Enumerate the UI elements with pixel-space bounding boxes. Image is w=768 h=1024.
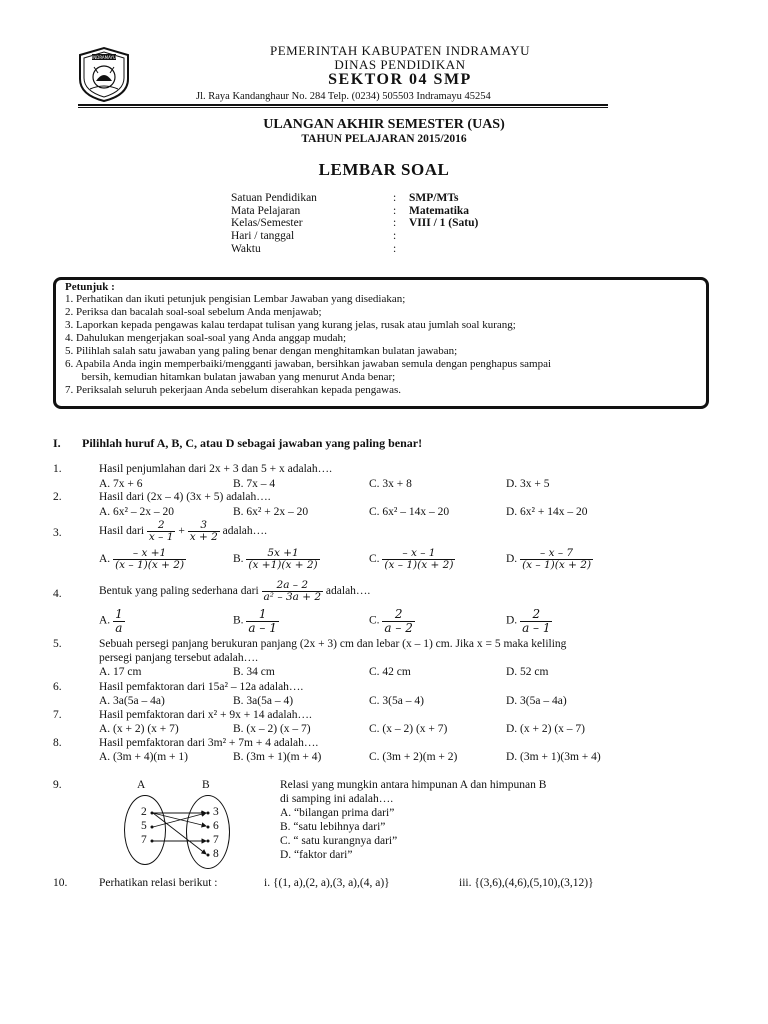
plus-sign: +	[178, 525, 185, 538]
fraction-denominator: a	[115, 620, 123, 635]
question-text: Hasil pemfaktoran dari x² + 9x + 14 adalah….	[99, 709, 312, 721]
option-b: B. (3m + 1)(m + 4)	[233, 751, 322, 763]
option-c: C. (3m + 2)(m + 2)	[369, 751, 458, 763]
fraction-denominator: x + 2	[189, 531, 218, 544]
question-text: Hasil pemfaktoran dari 15a² – 12a adalah….	[99, 681, 304, 693]
option-d: D. 3x + 5	[506, 478, 550, 490]
option-letter: B.	[233, 614, 244, 627]
fraction	[147, 520, 176, 543]
option-letter: C.	[369, 614, 380, 627]
header-rule	[78, 104, 608, 106]
set-a-item: 5	[141, 820, 147, 832]
header-line2: DINAS PENDIDIKAN	[334, 57, 466, 72]
option-b: B. 3a(5a – 4)	[233, 695, 294, 707]
option-letter: D.	[506, 614, 518, 627]
fraction	[188, 520, 220, 543]
option-a: A. 6x² – 2x – 20	[99, 506, 175, 518]
identity-label: Kelas/Semester	[231, 217, 303, 229]
question-number: 10.	[53, 877, 68, 889]
question-text: Hasil penjumlahan dari 2x + 3 dan 5 + x adalah….	[99, 463, 333, 475]
fraction-numerator: 2	[382, 608, 414, 622]
instruction-item: 1. Perhatikan dan ikuti petunjuk pengisian Lembar Jawaban yang disediakan;	[65, 293, 406, 305]
option-b: B. 34 cm	[233, 666, 275, 678]
fraction-numerator: – x – 1	[382, 548, 455, 560]
option-b: B. 6x² + 2x – 20	[233, 506, 309, 518]
fraction-denominator: (x – 1)(x + 2)	[384, 559, 454, 572]
sheet-title: LEMBAR SOAL	[318, 160, 450, 179]
set-a-label: A	[137, 779, 146, 791]
fraction-numerator: 2	[147, 520, 176, 532]
set-b-label: B	[202, 779, 210, 791]
set-b-item: 7	[213, 834, 219, 846]
question-suffix: adalah….	[325, 585, 371, 598]
option-b: B. (x – 2) (x – 7)	[233, 723, 311, 735]
question-text-cont: persegi panjang tersebut adalah….	[99, 652, 259, 664]
fraction	[246, 548, 319, 571]
option-c: C. (x – 2) (x + 7)	[369, 723, 448, 735]
fraction-numerator: 1	[115, 607, 123, 621]
identity-label: Hari / tanggal	[231, 230, 295, 242]
instructions-title: Petunjuk :	[65, 281, 115, 293]
option-c	[369, 548, 455, 571]
question-number: 1.	[53, 463, 62, 475]
option-d: D. (x + 2) (x – 7)	[506, 723, 585, 735]
option-a: A. “bilangan prima dari”	[280, 807, 395, 819]
fraction-denominator: a² – 3a + 2	[263, 591, 322, 604]
instruction-item: 5. Pilihlah salah satu jawaban yang paling benar dengan menghitamkan bulatan jawaban;	[65, 345, 458, 357]
option-a: A. (x + 2) (x + 7)	[99, 723, 179, 735]
option-d	[506, 608, 552, 634]
header-rule-thin	[78, 107, 608, 108]
fraction-numerator: 2a – 2	[262, 580, 324, 592]
option-d: D. 3(5a – 4a)	[506, 695, 567, 707]
fraction-numerator: 5x +1	[246, 548, 319, 560]
option-a	[99, 548, 186, 571]
exam-title: ULANGAN AKHIR SEMESTER (UAS)	[263, 117, 505, 132]
option-d: D. 52 cm	[506, 666, 549, 678]
option-a: A. 7x + 6	[99, 478, 143, 490]
option-d: D. “faktor dari”	[280, 849, 353, 861]
option-c: C. 42 cm	[369, 666, 411, 678]
fraction	[113, 608, 125, 634]
question-text	[99, 580, 370, 603]
option-c: C. “ satu kurangnya dari”	[280, 835, 398, 847]
option-d: D. (3m + 1)(3m + 4)	[506, 751, 601, 763]
relation-iii: iii. {(3,6),(4,6),(5,10),(3,12)}	[459, 877, 594, 889]
question-number: 8.	[53, 737, 62, 749]
question-number: 3.	[53, 527, 62, 539]
question-number: 2.	[53, 491, 62, 503]
section-heading	[53, 436, 423, 451]
exam-year: TAHUN PELAJARAN 2015/2016	[301, 133, 467, 145]
relation-i: i. {(1, a),(2, a),(3, a),(4, a)}	[264, 877, 390, 889]
fraction-denominator: x – 1	[148, 531, 174, 544]
fraction	[262, 580, 324, 603]
header-line3: SEKTOR 04 SMP	[328, 71, 472, 88]
option-d: D. 6x² + 14x – 20	[506, 506, 588, 518]
question-text: Relasi yang mungkin antara himpunan A dan himpunan B	[280, 779, 547, 791]
fraction-denominator: (x – 1)(x + 2)	[115, 559, 185, 572]
header-line1: PEMERINTAH KABUPATEN INDRAMAYU	[269, 43, 531, 58]
question-number: 9.	[53, 779, 62, 791]
fraction-numerator: 3	[188, 520, 220, 532]
question-suffix: adalah….	[222, 525, 268, 538]
option-a: A. 3a(5a – 4a)	[99, 695, 165, 707]
option-b	[233, 608, 279, 634]
identity-label: Satuan Pendidikan	[231, 192, 317, 204]
set-a-item: 2	[141, 806, 147, 818]
option-b	[233, 548, 320, 571]
option-c: C. 6x² – 14x – 20	[369, 506, 450, 518]
set-b-item: 3	[213, 806, 219, 818]
set-b-item: 6	[213, 820, 219, 832]
option-b: B. 7x – 4	[233, 478, 276, 490]
fraction-numerator: 2	[520, 608, 552, 622]
logo-text: INDRAMAYU	[92, 55, 116, 60]
instruction-item: 2. Periksa dan bacalah soal-soal sebelum Anda menjawab;	[65, 306, 322, 318]
fraction-numerator: – x +1	[113, 548, 186, 560]
question-text	[99, 520, 267, 543]
question-text: Sebuah persegi panjang berukuran panjang (2x + 3) cm dan lebar (x – 1) cm. Jika x = 5 maka keliling	[99, 638, 567, 650]
section-number: I.	[53, 436, 61, 450]
instruction-item: 6. Apabila Anda ingin memperbaiki/mengganti jawaban, bersihkan jawaban semula dengan penghapus sampai	[65, 358, 552, 370]
instruction-item: bersih, kemudian hitamkan bulatan jawaban yang menurut Anda benar;	[65, 371, 396, 383]
fraction	[113, 548, 186, 571]
fraction-denominator: (x – 1)(x + 2)	[522, 559, 592, 572]
option-a: A. 17 cm	[99, 666, 142, 678]
question-text: Hasil pemfaktoran dari 3m² + 7m + 4 adalah….	[99, 737, 319, 749]
question-number: 7.	[53, 709, 62, 721]
fraction	[382, 608, 414, 634]
fraction-denominator: (x +1)(x + 2)	[248, 559, 318, 572]
fraction	[382, 548, 455, 571]
fraction-numerator: – x – 7	[520, 548, 593, 560]
identity-value: VIII / 1 (Satu)	[409, 217, 479, 229]
question-text-cont: di samping ini adalah….	[280, 793, 394, 805]
option-d	[506, 548, 593, 571]
option-letter: A.	[99, 553, 111, 566]
relation-arrows	[120, 795, 230, 865]
option-c	[369, 608, 415, 634]
option-letter: B.	[233, 553, 244, 566]
option-c: C. 3x + 8	[369, 478, 412, 490]
option-c: C. 3(5a – 4)	[369, 695, 424, 707]
set-a-item: 7	[141, 834, 147, 846]
question-prefix: Hasil dari	[99, 525, 145, 538]
question-text: Perhatikan relasi berikut :	[99, 877, 218, 889]
fraction-denominator: a – 1	[248, 620, 277, 635]
identity-label: Waktu	[231, 243, 261, 255]
question-prefix: Bentuk yang paling sederhana dari	[99, 585, 259, 598]
option-b: B. “satu lebihnya dari”	[280, 821, 386, 833]
identity-value: Matematika	[409, 205, 470, 217]
option-a: A. (3m + 4)(m + 1)	[99, 751, 188, 763]
regency-logo	[76, 45, 132, 103]
instruction-item: 4. Dahulukan mengerjakan soal-soal yang Anda anggap mudah;	[65, 332, 347, 344]
set-b-item: 8	[213, 848, 219, 860]
option-a	[99, 608, 125, 634]
option-letter: C.	[369, 553, 380, 566]
fraction-denominator: a – 2	[384, 620, 413, 635]
fraction-denominator: a – 1	[522, 620, 551, 635]
section-title: Pilihlah huruf A, B, C, atau D sebagai jawaban yang paling benar!	[82, 436, 423, 450]
fraction-numerator: 1	[246, 608, 278, 622]
option-letter: D.	[506, 553, 518, 566]
header-address: Jl. Raya Kandanghaur No. 284 Telp. (0234) 505503 Indramayu 45254	[196, 91, 491, 102]
fraction	[520, 548, 593, 571]
instruction-item: 7. Periksalah seluruh pekerjaan Anda sebelum diserahkan kepada pengawas.	[65, 384, 401, 396]
identity-label: Mata Pelajaran	[231, 205, 301, 217]
instruction-item: 3. Laporkan kepada pengawas kalau terdapat tulisan yang kurang jelas, rusak atau jumlah soal kurang;	[65, 319, 516, 331]
question-number: 4.	[53, 588, 62, 600]
fraction	[520, 608, 552, 634]
question-text: Hasil dari (2x – 4) (3x + 5) adalah….	[99, 491, 271, 503]
option-letter: A.	[99, 614, 111, 627]
question-number: 5.	[53, 638, 62, 650]
question-number: 6.	[53, 681, 62, 693]
identity-value: SMP/MTs	[409, 192, 459, 204]
fraction	[246, 608, 278, 634]
